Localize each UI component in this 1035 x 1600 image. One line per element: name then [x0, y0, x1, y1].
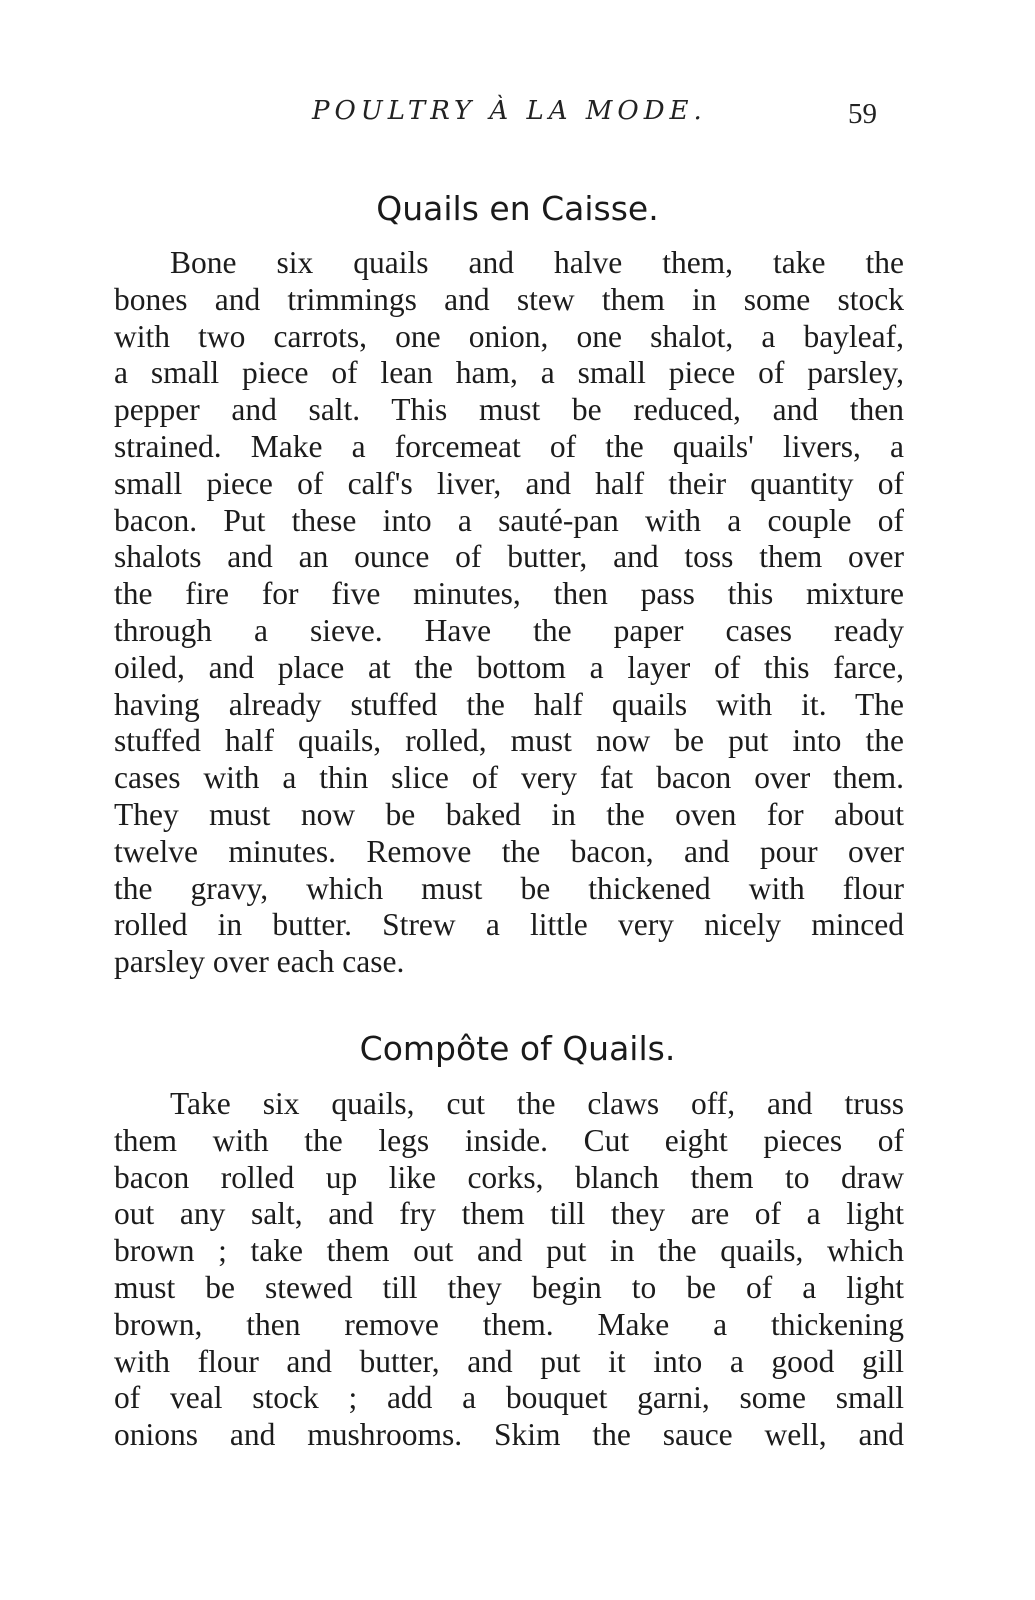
text-line: They must now be baked in the oven for about	[114, 796, 904, 832]
text-line: pepper and salt. This must be reduced, and then	[114, 392, 904, 428]
text-line: of veal stock ; add a bouquet garni, some small	[114, 1380, 904, 1416]
page-number: 59	[848, 98, 877, 130]
text-line: brown, then remove them. Make a thickening	[114, 1306, 904, 1342]
text-line: the fire for five minutes, then pass this mixture	[114, 576, 904, 612]
text-line: cases with a thin slice of very fat bacon over them.	[114, 760, 904, 796]
text-line: stuffed half quails, rolled, must now be put into the	[114, 723, 904, 759]
text-line: Take six quails, cut the claws off, and truss	[170, 1086, 904, 1121]
text-line: them with the legs inside. Cut eight pieces of	[114, 1122, 904, 1158]
text-line: the gravy, which must be thickened with flour	[114, 870, 904, 906]
text-line: Bone six quails and halve them, take the	[170, 245, 904, 280]
text-line: rolled in butter. Strew a little very nicely minced	[114, 907, 904, 943]
text-line: brown ; take them out and put in the quails, which	[114, 1233, 904, 1269]
text-line: having already stuffed the half quails with it. The	[114, 686, 904, 722]
section-title-compote-of-quails: Compôte of Quails.	[359, 1029, 676, 1068]
running-head: POULTRY À LA MODE.	[312, 96, 707, 126]
text-line: bacon rolled up like corks, blanch them to draw	[114, 1159, 904, 1195]
text-line: small piece of calf's liver, and half their quantity of	[114, 465, 904, 501]
text-line: with two carrots, one onion, one shalot, a bayleaf,	[114, 318, 904, 354]
recipe-paragraph-compote-of-quails	[114, 1086, 904, 1454]
text-line: out any salt, and fry them till they are of a light	[114, 1196, 904, 1232]
text-line: oiled, and place at the bottom a layer of this farce,	[114, 649, 904, 685]
text-line: onions and mushrooms. Skim the sauce well, and	[114, 1417, 904, 1453]
text-line: strained. Make a forcemeat of the quails' livers, a	[114, 428, 904, 464]
text-line: bacon. Put these into a sauté-pan with a couple of	[114, 502, 904, 538]
text-line: shalots and an ounce of butter, and toss them over	[114, 539, 904, 575]
text-line: through a sieve. Have the paper cases ready	[114, 612, 904, 648]
text-line: a small piece of lean ham, a small piece of parsley,	[114, 355, 904, 391]
recipe-paragraph-quails-en-caisse	[114, 245, 904, 981]
text-line: with flour and butter, and put it into a good gill	[114, 1343, 904, 1379]
text-line: must be stewed till they begin to be of a light	[114, 1269, 904, 1305]
text-line: twelve minutes. Remove the bacon, and pour over	[114, 833, 904, 869]
text-line: parsley over each case.	[114, 944, 405, 980]
text-line: bones and trimmings and stew them in some stock	[114, 281, 904, 317]
section-title-quails-en-caisse: Quails en Caisse.	[376, 189, 659, 228]
